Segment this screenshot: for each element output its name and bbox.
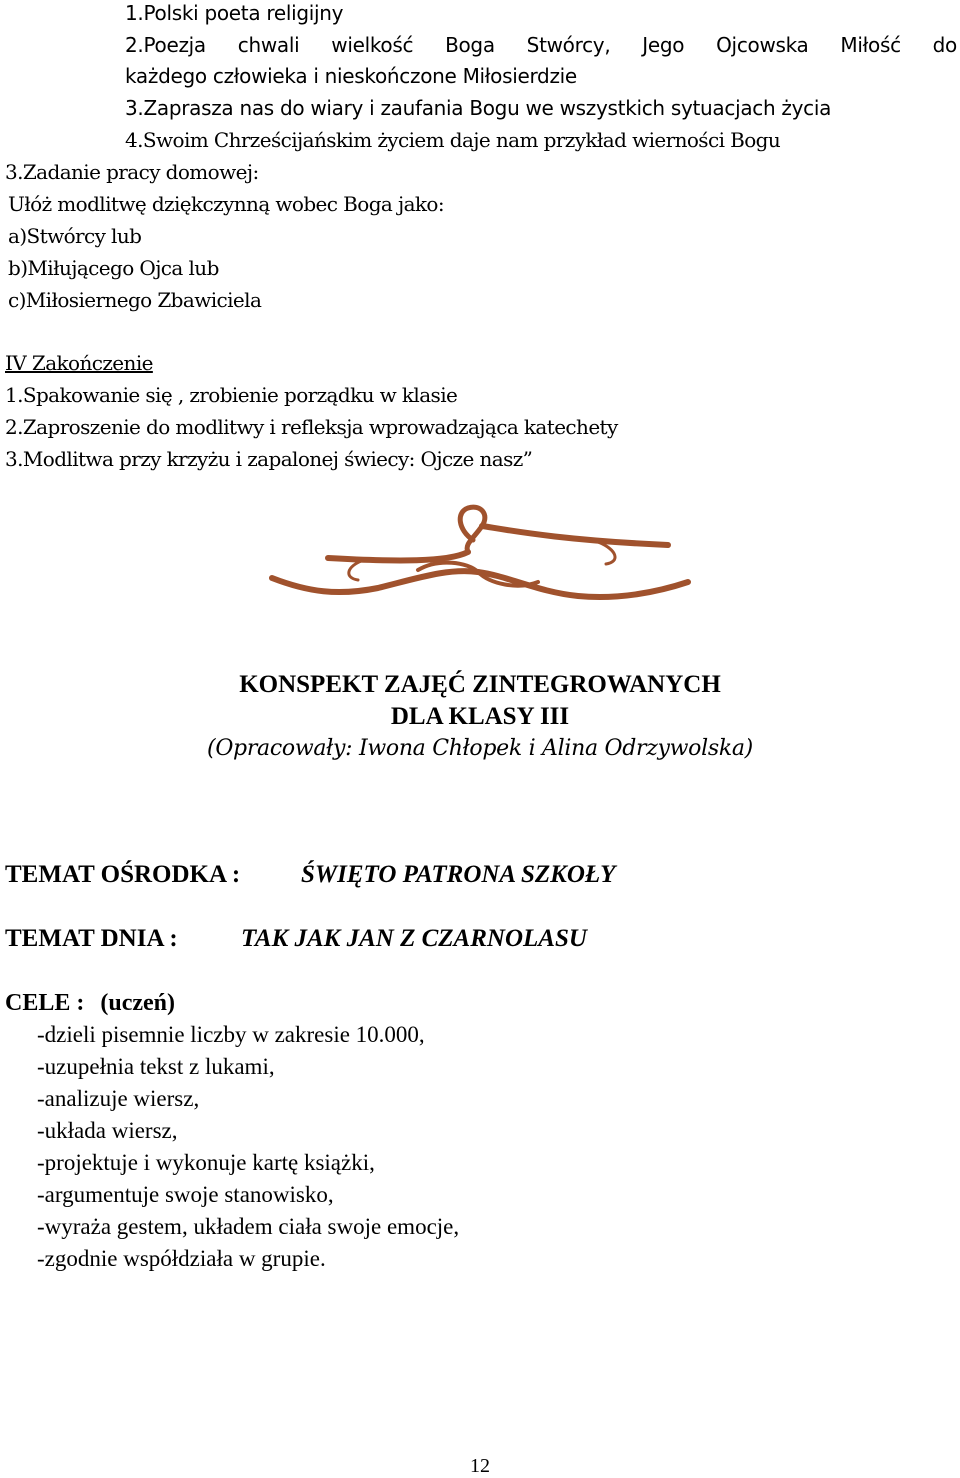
decorative-flourish-icon <box>268 500 694 610</box>
list-item: 2.Poezja chwali wielkość Boga Stwórcy, Jego Ojcowska Miłość do <box>125 33 957 57</box>
homework-option: b)Miłującego Ojca lub <box>8 256 219 280</box>
ending-step: 2.Zaproszenie do modlitwy i refleksja wprowadzająca katechety <box>5 415 618 439</box>
homework-option: c)Miłosiernego Zbawiciela <box>8 288 262 312</box>
ending-step: 1.Spakowanie się , zrobienie porządku w klasie <box>5 383 458 407</box>
topic-dnia-value: TAK JAK JAN Z CZARNOLASU <box>241 925 587 952</box>
ending-step: 3.Modlitwa przy krzyżu i zapalonej świecy: Ojcze nasz” <box>5 447 533 471</box>
topic-dnia <box>5 924 587 954</box>
topic-osrodek-label: TEMAT OŚRODKA : <box>5 861 241 888</box>
goals-label: CELE : <box>5 990 85 1016</box>
topic-osrodek <box>5 860 616 890</box>
goal-item: -wyraża gestem, układem ciała swoje emocje, <box>37 1214 460 1239</box>
topic-osrodek-value: ŚWIĘTO PATRONA SZKOŁY <box>301 861 616 888</box>
topic-dnia-label: TEMAT DNIA : <box>5 925 178 952</box>
homework-option: a)Stwórcy lub <box>8 224 142 248</box>
konspekt-subtitle: DLA KLASY III <box>390 703 570 730</box>
goals-heading <box>5 988 175 1018</box>
goal-item: -układa wiersz, <box>37 1118 178 1143</box>
list-item: każdego człowieka i nieskończone Miłosierdzie <box>125 64 577 88</box>
goal-item: -analizuje wiersz, <box>37 1086 200 1111</box>
homework-heading: 3.Zadanie pracy domowej: <box>5 160 259 184</box>
goal-item: -dzieli pisemnie liczby w zakresie 10.000, <box>37 1022 425 1047</box>
goal-item: -uzupełnia tekst z lukami, <box>37 1054 275 1079</box>
konspekt-title: KONSPEKT ZAJĘĆ ZINTEGROWANYCH <box>239 671 721 698</box>
konspekt-authors: (Opracowały: Iwona Chłopek i Alina Odrzywolska) <box>207 736 753 761</box>
goal-item: -zgodnie współdziała w grupie. <box>37 1246 326 1271</box>
homework-instruction: Ułóż modlitwę dziękczynną wobec Boga jako: <box>8 192 445 216</box>
goals-who: (uczeń) <box>100 990 175 1016</box>
list-item: 4.Swoim Chrześcijańskim życiem daje nam przykład wierności Bogu <box>125 128 781 152</box>
page-number: 12 <box>470 1455 490 1477</box>
goal-item: -argumentuje swoje stanowisko, <box>37 1182 334 1207</box>
goal-item: -projektuje i wykonuje kartę książki, <box>37 1150 375 1175</box>
list-item: 3.Zaprasza nas do wiary i zaufania Bogu we wszystkich sytuacjach życia <box>125 96 832 120</box>
section-heading: IV Zakończenie <box>5 351 153 375</box>
list-item: 1.Polski poeta religijny <box>125 1 344 25</box>
